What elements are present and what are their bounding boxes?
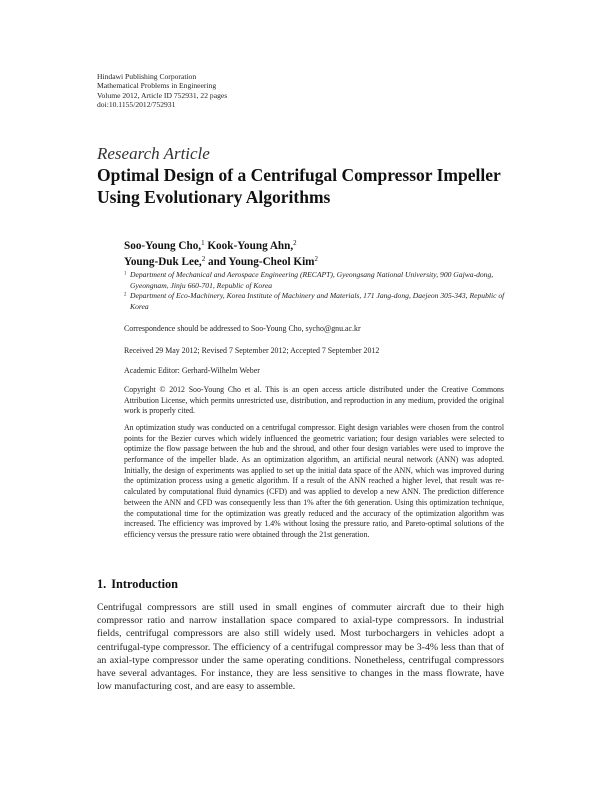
journal-volume: Volume 2012, Article ID 752931, 22 pages [97,90,228,100]
intro-paragraph: Centrifugal compressors are still used in small engines of commuter aircraft due to their high compressor ratio and narrow installation space compared to axial-type compressors. In industrial fields, centrifugal compressors are also still widely used. Most turbochargers in vehicles adopt a centrifugal-type compressor. The efficiency of a centrifugal compressor may be 3-4% less than that of an axial-type compressor under the same operating conditions. Nonetheless, centrifugal compressors have several advantages. For instance, they are less sensitive to changes in the mass flowrate, have low manufacturing cost, and are easy to assemble. [97,602,504,693]
author: Young-Duk Lee,$^2$ [124,255,206,268]
affiliation: $^1$ Department of Mechanical and Aerospace Engineering (RECAPT), Gyeongsang National University, 900 Gajwa-dong, Gyeongnam, Jinju 660-701, Republic of Korea [124,270,494,290]
dates: Received 29 May 2012; Revised 7 September 2012; Accepted 7 September 2012 [124,346,380,355]
journal-publisher: Hindawi Publishing Corporation [97,72,197,81]
copyright: Copyright © 2012 Soo-Young Cho et al. This is an open access article distributed under the Creative Commons Attribution License, which permits unrestricted use, distribution, and reproduction in any medium, provided the original work is properly cited. [124,385,504,416]
author-list [124,238,504,270]
author: Soo-Young Cho,$^1$ [124,239,205,252]
journal-header [97,72,227,110]
correspondence: Correspondence should be addressed to Soo-Young Cho, sycho@gnu.ac.kr [124,324,361,333]
paper-title: Optimal Design of a Centrifugal Compressor Impeller Using Evolutionary Algorithms [97,165,501,207]
academic-editor: Academic Editor: Gerhard-Wilhelm Weber [124,366,260,375]
journal-doi: doi:10.1155/2012/752931 [97,100,176,110]
author: and Young-Cheol Kim$^2$ [207,255,318,268]
section-title: Introduction [111,577,178,591]
journal-name: Mathematical Problems in Engineering [97,81,217,91]
affiliation: $^2$ Department of Eco-Machinery, Korea Institute of Machinery and Materials, 171 Jang-dong, Daejeon 305-343, Republic of Korea [124,291,505,311]
section-heading [97,577,178,592]
author: Kook-Young Ahn,$^2$ [207,239,297,252]
affiliations [124,270,509,312]
section-number: 1. [97,577,107,591]
article-type: Research Article [97,144,210,163]
abstract: An optimization study was conducted on a centrifugal compressor. Eight design variables were chosen from the control points for the Bezier curves which widely influenced the geometric variation; four design variables were selected to optimize the flow passage between the hub and the shroud, and other four design variables were used to improve the performance of the impeller blade. As an optimization algorithm, an artificial neural network (ANN) was adopted. Initially, the design of experiments was applied to set up the initial data space of the ANN, which was improved during the optimization process using a genetic algorithm. If a result of the ANN reached a higher level, that result was re-calculated by computational fluid dynamics (CFD) and was applied to develop a new ANN. The prediction difference between the ANN and CFD was consequently less than 1% after the 6th generation. Using this optimization technique, the computational time for the optimization was greatly reduced and the accuracy of the optimization algorithm was increased. The efficiency was improved by 1.4% without losing the pressure ratio, and Pareto-optimal solutions of the efficiency versus the pressure ratio were obtained through the 21st generation. [124,423,504,539]
